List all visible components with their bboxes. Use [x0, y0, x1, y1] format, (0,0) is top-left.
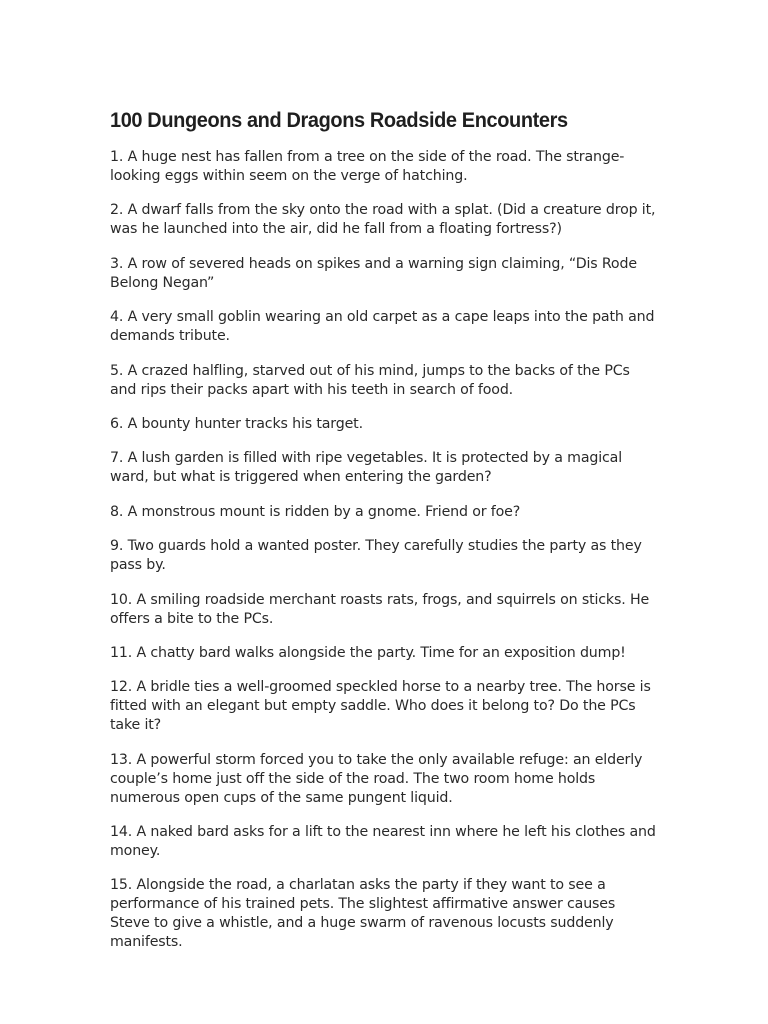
list-item: 12. A bridle ties a well-groomed speckled horse to a nearby tree. The horse is fitted with an elegant but empty saddle. Who does it belong to? Do the PCs take it? [110, 679, 651, 734]
list-item: 2. A dwarf falls from the sky onto the road with a splat. (Did a creature drop it, was he launched into the air, did he fall from a floating fortress?) [110, 202, 656, 238]
list-item: 9. Two guards hold a wanted poster. They carefully studies the party as they pass by. [110, 538, 642, 574]
list-item: 15. Alongside the road, a charlatan asks the party if they want to see a performance of his trained pets. The slightest affirmative answer causes Steve to give a whistle, and a huge swarm of ravenous locusts suddenly manifests. [110, 877, 616, 951]
document-title: 100 Dungeons and Dragons Roadside Encounters [110, 109, 568, 132]
list-item: 8. A monstrous mount is ridden by a gnome. Friend or foe? [110, 503, 521, 520]
encounter-list [110, 148, 658, 952]
list-item: 3. A row of severed heads on spikes and a warning sign claiming, “Dis Rode Belong Negan” [110, 255, 637, 291]
list-item: 14. A naked bard asks for a lift to the nearest inn where he left his clothes and money. [110, 824, 656, 860]
list-item: 11. A chatty bard walks alongside the party. Time for an exposition dump! [110, 644, 626, 661]
list-item: 13. A powerful storm forced you to take the only available refuge: an elderly couple’s home just off the side of the road. The two room home holds numerous open cups of the same pungent liquid. [110, 751, 643, 806]
list-item: 10. A smiling roadside merchant roasts rats, frogs, and squirrels on sticks. He offers a bite to the PCs. [110, 591, 650, 627]
list-item: 4. A very small goblin wearing an old carpet as a cape leaps into the path and demands tribute. [110, 309, 655, 345]
list-item: 5. A crazed halfling, starved out of his mind, jumps to the backs of the PCs and rips their packs apart with his teeth in search of food. [110, 362, 630, 398]
list-item: 1. A huge nest has fallen from a tree on the side of the road. The strange-looking eggs within seem on the verge of hatching. [110, 149, 625, 184]
list-item: 7. A lush garden is filled with ripe vegetables. It is protected by a magical ward, but what is triggered when entering the garden? [110, 450, 623, 486]
list-item: 6. A bounty hunter tracks his target. [110, 415, 363, 432]
document-page [110, 104, 658, 968]
